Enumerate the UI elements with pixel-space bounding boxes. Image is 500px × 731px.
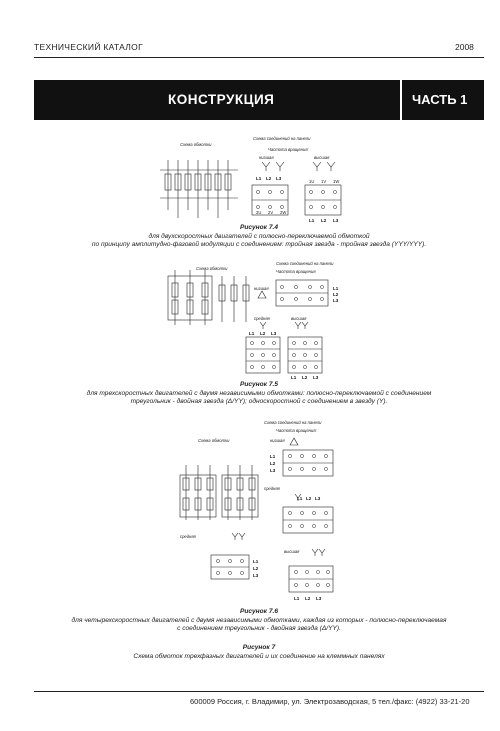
footer-address: 600009 Россия, г. Владимир, ул. Электрозаводская, 5 тел./факс: (4922) 33-21-20 bbox=[190, 697, 470, 706]
fig74-L1b: L1 bbox=[309, 218, 315, 223]
catalog-title: ТЕХНИЧЕСКИЙ КАТАЛОГ bbox=[34, 42, 143, 52]
fig74-2W: 2W bbox=[280, 210, 287, 215]
fig75-speed-label: Частота вращения bbox=[276, 269, 316, 274]
fig76-L2: L2 bbox=[270, 461, 276, 466]
fig75-L2: L2 bbox=[333, 292, 339, 297]
fig76-medium-label-2: средняя bbox=[180, 534, 196, 539]
fig74-high-label: высшая bbox=[314, 155, 330, 160]
section-part: ЧАСТЬ 1 bbox=[412, 92, 468, 107]
fig74-L1: L1 bbox=[256, 176, 262, 181]
fig75-winding bbox=[168, 270, 249, 325]
section-title: КОНСТРУКЦИЯ bbox=[168, 92, 275, 107]
fig76-caption-line1: для четырехскоростных двигателей с двумя независимыми обмотками, каждая из которых - полюсно-переключаемая bbox=[71, 616, 447, 624]
fig76-L2d: L2 bbox=[305, 596, 311, 601]
fig74-1U: 1U bbox=[309, 179, 315, 184]
fig74-1V: 1V bbox=[321, 179, 327, 184]
fig74-low-label: низшая bbox=[259, 155, 274, 160]
fig74-caption-line2: по принципу амплитудно-фазовой модуляции с соединением: тройная звезда - тройная звезда (YYY/YYY). bbox=[91, 241, 427, 249]
fig7-title: Рисунок 7 bbox=[242, 644, 276, 651]
fig76-high-label: высшая bbox=[284, 549, 300, 554]
fig75-caption-line2: треугольник - двойная звезда (Δ/YY); односкоростной с соединением в звезду (Y). bbox=[130, 398, 388, 406]
fig74-2U: 2U bbox=[256, 210, 262, 215]
fig75-L2c: L2 bbox=[302, 375, 308, 380]
fig75-L1b: L1 bbox=[249, 331, 255, 336]
fig76-winding-label: Схема обмотки bbox=[198, 438, 230, 443]
fig76-L3c: L3 bbox=[253, 573, 259, 578]
fig75-low-label: низшая bbox=[254, 286, 269, 291]
fig75-L3b: L3 bbox=[271, 331, 277, 336]
fig74-L3: L3 bbox=[276, 176, 282, 181]
fig74-2V: 2V bbox=[268, 210, 274, 215]
fig76-L3b: L3 bbox=[315, 496, 321, 501]
fig76-L1b: L1 bbox=[297, 496, 303, 501]
fig76-caption-line2: с соединением треугольник - двойная звезда (Δ/YY). bbox=[177, 625, 341, 633]
fig76-caption bbox=[34, 608, 484, 634]
fig76-panel-label: Схема соединений на панели bbox=[264, 420, 322, 425]
fig74-winding bbox=[160, 160, 238, 218]
fig74-L2: L2 bbox=[266, 176, 272, 181]
fig75-winding-label: Схема обмотки bbox=[196, 266, 228, 271]
fig76-L2c: L2 bbox=[253, 566, 259, 571]
fig75-caption-line1: для трехскоростных двигателей с двумя независимыми обмотками: полюсно-переключаемой с соединением bbox=[86, 389, 432, 397]
fig75-L3c: L3 bbox=[313, 375, 319, 380]
fig75-high-label: высшая bbox=[291, 316, 307, 321]
fig75-L2b: L2 bbox=[260, 331, 266, 336]
fig75-L1c: L1 bbox=[291, 375, 297, 380]
fig75-panel-label: Схема соединений на панели bbox=[276, 261, 334, 266]
fig75-medium-label: средняя bbox=[254, 316, 270, 321]
fig76-L2b: L2 bbox=[306, 496, 312, 501]
fig76-low-label: низшая bbox=[270, 438, 285, 443]
fig76-L1c: L1 bbox=[253, 559, 259, 564]
fig74-panel-label: Схема соединений на панели bbox=[253, 136, 311, 141]
fig75-L1: L1 bbox=[333, 286, 339, 291]
fig75-caption bbox=[34, 381, 484, 407]
fig75-L3: L3 bbox=[333, 298, 339, 303]
fig75-panels bbox=[246, 280, 328, 373]
fig76-title: Рисунок 7.6 bbox=[239, 608, 279, 615]
fig76-medium-label: средняя bbox=[264, 486, 280, 491]
fig76-speed-label: Частота вращения: bbox=[276, 428, 317, 433]
fig74-winding-label: Схема обмотки bbox=[180, 142, 212, 147]
fig76-L3d: L3 bbox=[316, 596, 322, 601]
fig74-L2b: L2 bbox=[321, 218, 327, 223]
fig76-L3: L3 bbox=[270, 468, 276, 473]
fig74-title: Рисунок 7.4 bbox=[239, 224, 279, 231]
fig74-1W: 1W bbox=[333, 179, 340, 184]
fig76-L1: L1 bbox=[270, 454, 276, 459]
fig74-panels bbox=[252, 162, 341, 215]
fig74-caption-line1: для двухскоростных двигателей с полюсно-переключаемой обмоткой bbox=[148, 232, 370, 240]
fig74-caption bbox=[34, 224, 484, 250]
fig74-L3b: L3 bbox=[333, 218, 339, 223]
fig7-caption bbox=[34, 644, 484, 661]
fig7-caption-line1: Схема обмоток трехфазных двигателей и их соединение на клеммных панелях bbox=[133, 652, 385, 660]
fig76-L1d: L1 bbox=[294, 596, 300, 601]
fig75-title: Рисунок 7.5 bbox=[239, 381, 279, 388]
footer-divider bbox=[34, 691, 484, 692]
catalog-year: 2008 bbox=[455, 42, 474, 52]
fig76-winding bbox=[180, 465, 258, 520]
fig74-speed-label: Частота вращения: bbox=[268, 147, 309, 152]
